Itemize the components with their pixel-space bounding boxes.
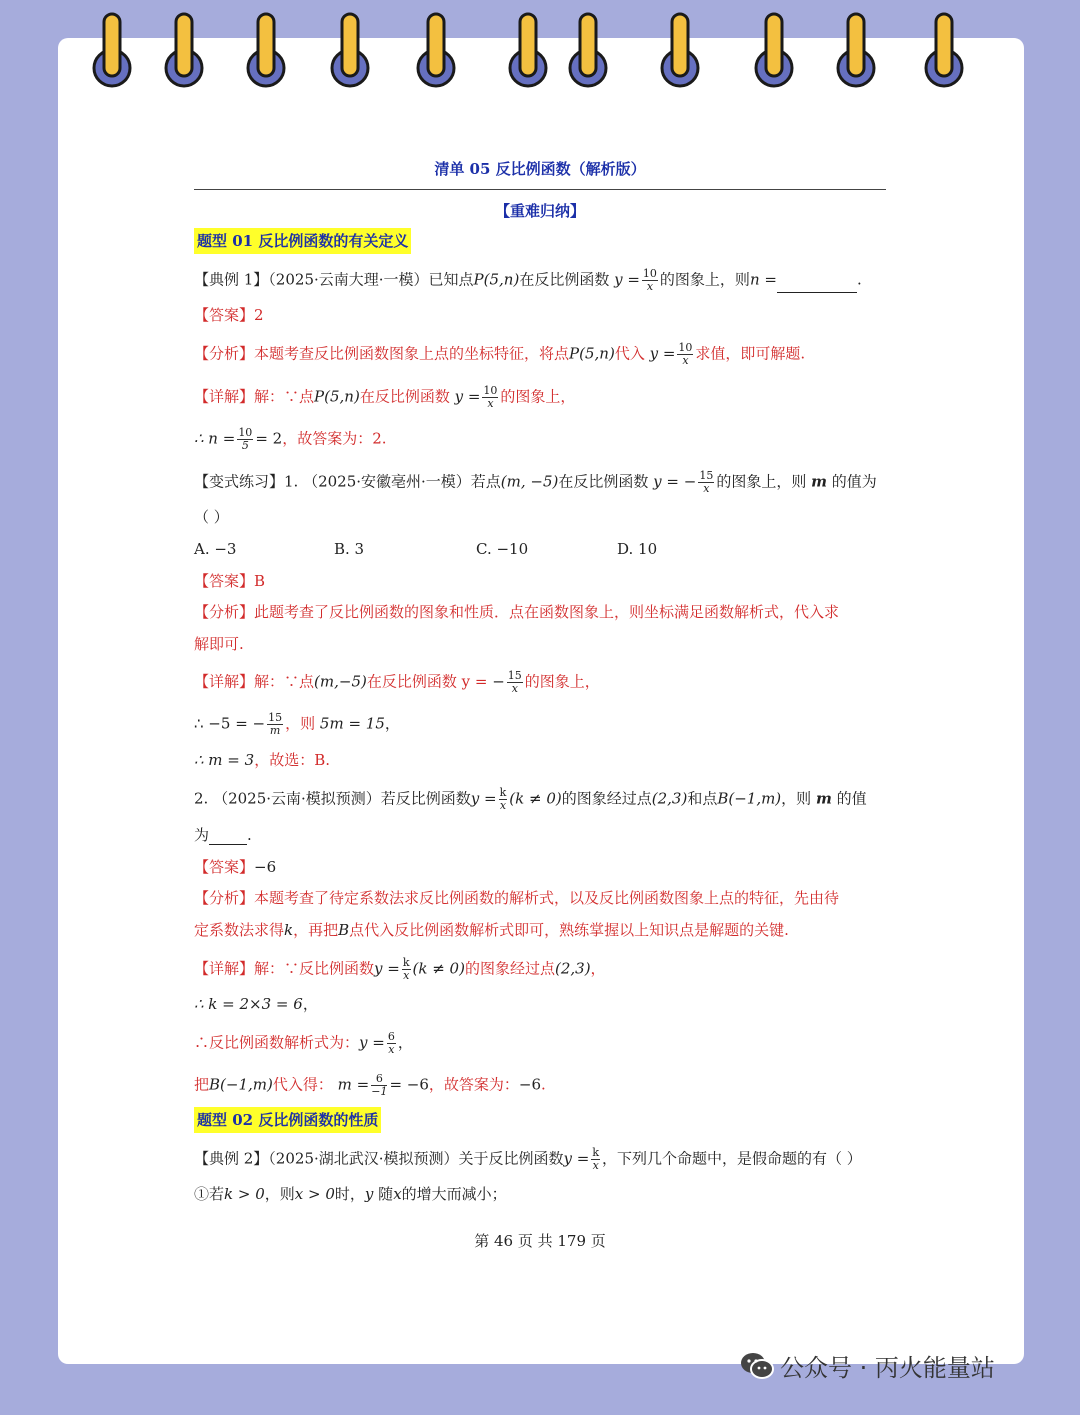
ring-icon bbox=[926, 14, 962, 86]
ring-icon bbox=[756, 14, 792, 86]
analysis-3: 【分析】本题考查了待定系数法求反比例函数的解析式，以及反比例函数图象上点的特征，先由待 bbox=[194, 889, 840, 907]
binder-rings bbox=[0, 0, 1080, 100]
example-2: 【典例 2】（2025·湖北武汉·模拟预测）关于反比例函数y = $\frac{k}{x}$ ，下列几个命题中，是假命题的有（ ） bbox=[194, 1146, 862, 1172]
option-a: A. −3 bbox=[194, 540, 237, 558]
page-footer: 第 46 页 共 179 页 bbox=[474, 1232, 606, 1250]
option-c: C. −10 bbox=[476, 540, 529, 558]
detail-1b: ∴ n = $\frac{10}{5}$ = 2，故答案为：2. bbox=[194, 426, 387, 452]
ring-icon bbox=[662, 14, 698, 86]
ring-icon bbox=[166, 14, 202, 86]
analysis-2: 【分析】此题考查了反比例函数的图象和性质．点在函数图象上，则坐标满足函数解析式，代入求 bbox=[194, 603, 840, 621]
answer-blank bbox=[777, 278, 857, 293]
detail-2b: ∴ −5 = − $\frac{15}{m}$ ，则 5m = 15， bbox=[194, 711, 400, 737]
analysis-1: 【分析】本题考查反比例函数图象上点的坐标特征，将点P(5,n)代入 y = $\frac{10}{x}$ 求值，即可解题. bbox=[194, 341, 806, 367]
ring-icon bbox=[248, 14, 284, 86]
detail-1: 【详解】解：∵点P(5,n)在反比例函数 y = $\frac{10}{x}$ 的图象上， bbox=[194, 384, 576, 410]
ring-icon bbox=[570, 14, 606, 86]
answer-1: 【答案】2 bbox=[194, 306, 264, 324]
option-b: B. 3 bbox=[334, 540, 365, 558]
section-heading-2: 题型 02 反比例函数的性质 bbox=[194, 1110, 381, 1130]
example-1: 【典例 1】（2025·云南大理·一模）已知点P(5,n)在反比例函数 y = $\frac{10}{x}$ 的图象上，则n = . bbox=[194, 267, 862, 293]
detail-2: 【详解】解：∵点(m,−5)在反比例函数 y = − $\frac{15}{x}$ 的图象上， bbox=[194, 669, 600, 695]
analysis-3b: 定系数法求得k，再把B点代入反比例函数解析式即可，熟练掌握以上知识点是解题的关键. bbox=[194, 921, 789, 939]
detail-2c: ∴ m = 3，故选：B. bbox=[194, 751, 330, 769]
section-heading-1: 题型 01 反比例函数的有关定义 bbox=[194, 231, 411, 251]
watermark: 公众号 · 丙火能量站 bbox=[740, 1348, 995, 1387]
option-d: D. 10 bbox=[617, 540, 658, 558]
ring-icon bbox=[418, 14, 454, 86]
detail-3: 【详解】解：∵反比例函数y = $\frac{k}{x}$ (k ≠ 0)的图象经过点(2,3)， bbox=[194, 956, 606, 982]
ring-icon bbox=[838, 14, 874, 86]
answer-2: 【答案】B bbox=[194, 572, 266, 590]
ring-icon bbox=[510, 14, 546, 86]
analysis-2b: 解即可. bbox=[194, 635, 244, 653]
ring-icon bbox=[332, 14, 368, 86]
example-2-statement-1: ①若k > 0，则x > 0时，y 随x的增大而减小； bbox=[194, 1185, 507, 1203]
detail-3c: ∴反比例函数解析式为：y = $\frac{6}{x}$ ， bbox=[194, 1030, 413, 1056]
answer-3: 【答案】−6 bbox=[194, 858, 277, 876]
question-2b: 为 . bbox=[194, 826, 252, 844]
wechat-icon bbox=[740, 1351, 774, 1387]
question-2: 2. （2025·云南·模拟预测）若反比例函数y = $\frac{k}{x}$ (k ≠ 0)的图象经过点(2,3)和点B(−1,m)，则 m 的值 bbox=[194, 786, 867, 812]
variant-1: 【变式练习】1. （2025·安徽亳州·一模）若点(m, −5)在反比例函数 y = − $\frac{15}{x}$ 的图象上，则 m 的值为 bbox=[194, 469, 877, 495]
detail-3d: 把B(−1,m)代入得： m = $\frac{6}{-1}$ = −6，故答案为：−6. bbox=[194, 1072, 546, 1098]
variant-1-paren: （ ） bbox=[194, 508, 229, 526]
doc-subtitle: 【重难归纳】 bbox=[494, 202, 585, 220]
doc-title: 清单 05 反比例函数（解析版） bbox=[434, 160, 646, 178]
ring-icon bbox=[94, 14, 130, 86]
detail-3b: ∴ k = 2×3 = 6， bbox=[194, 995, 318, 1013]
title-divider bbox=[194, 189, 886, 190]
ring-set bbox=[94, 14, 962, 86]
